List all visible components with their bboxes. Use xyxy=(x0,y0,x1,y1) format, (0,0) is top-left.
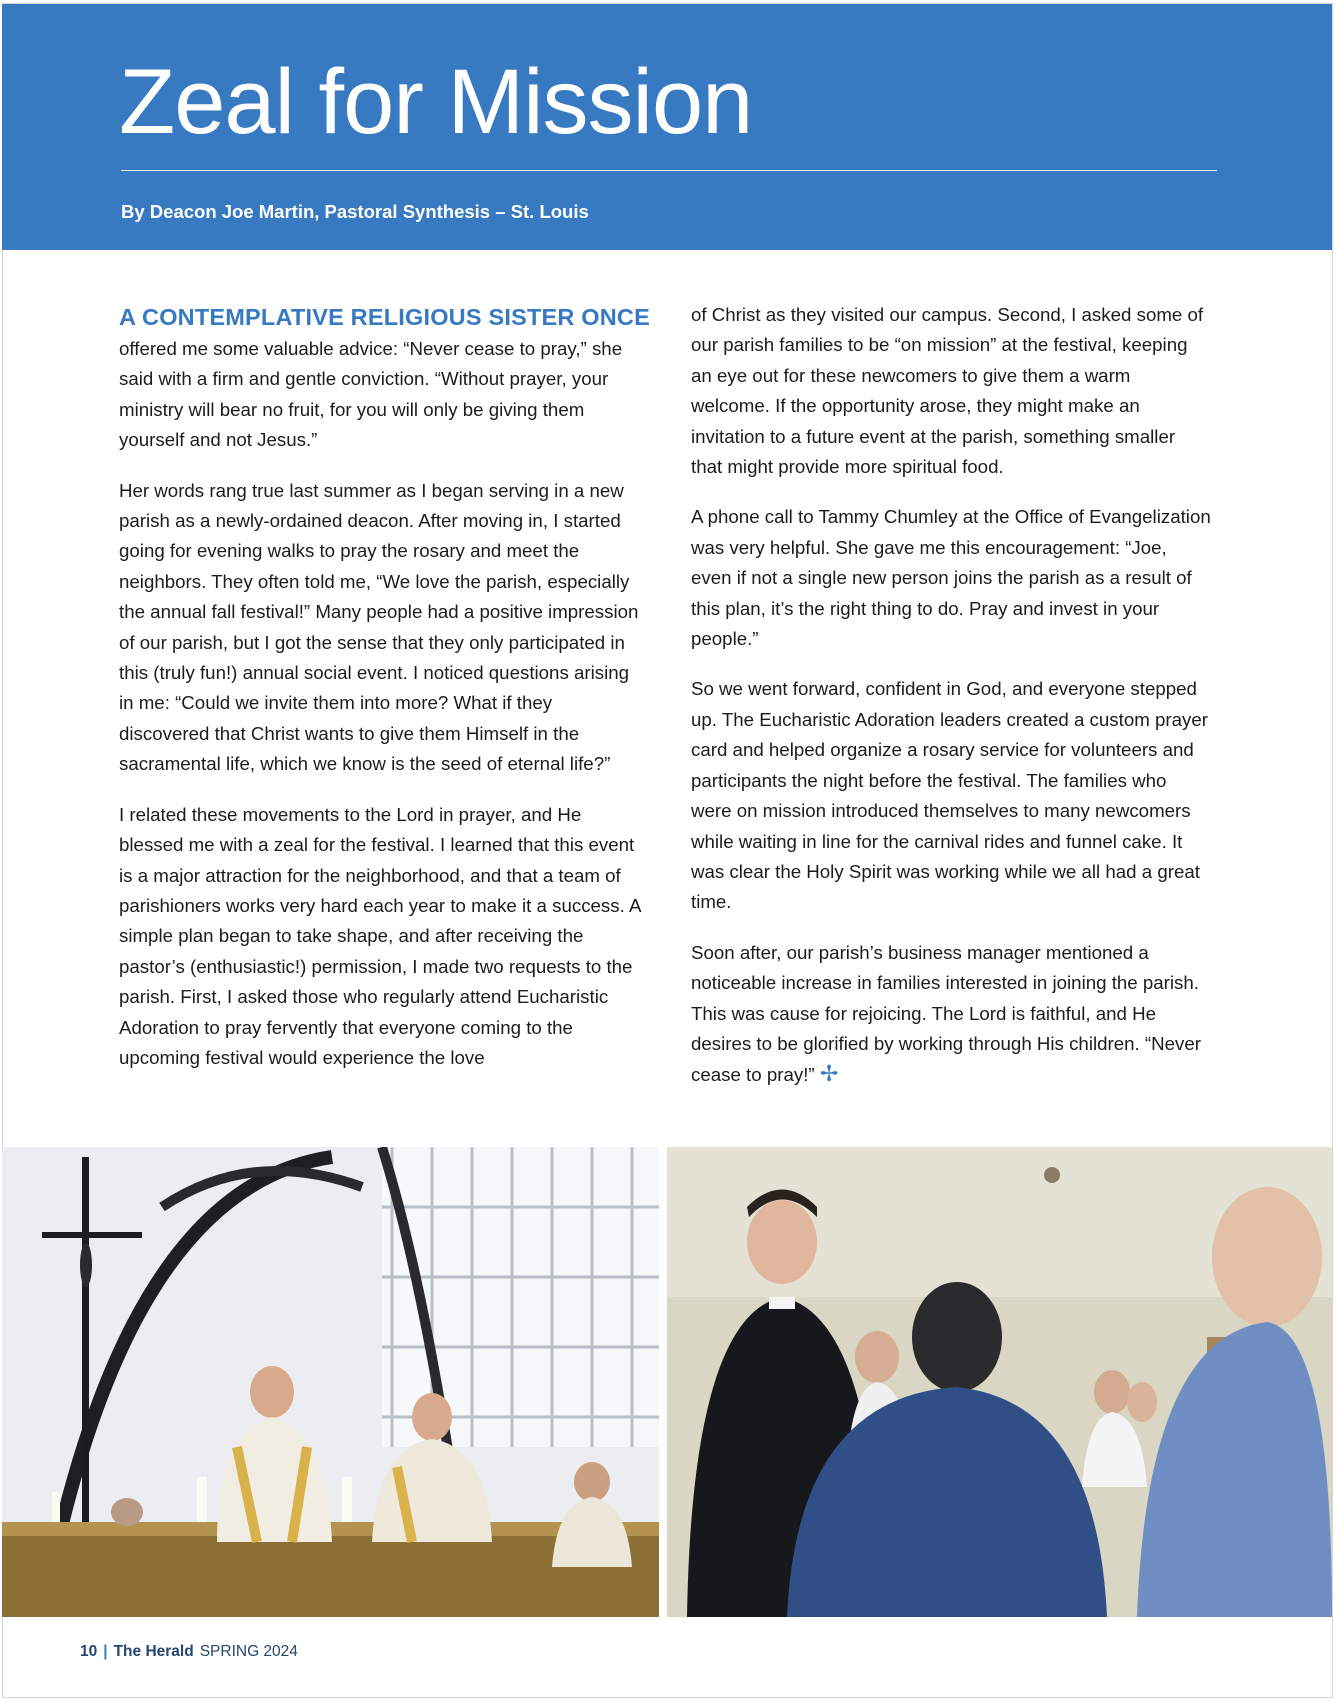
cross-icon: ✢ xyxy=(819,1061,839,1087)
title-banner xyxy=(2,4,1332,250)
body-paragraph: of Christ as they visited our campus. Second, I asked some of our parish families to be “on mission” at the festival, keeping an eye out for these newcomers to give them a warm welcome. If the opportunity arose, they might make an invitation to a future event at the parish, something smaller that might provide more spiritual food. xyxy=(691,304,1204,478)
magazine-name: The Herald xyxy=(113,1643,194,1660)
closing-paragraph xyxy=(691,938,1211,1091)
body-paragraph: offered me some valuable advice: “Never cease to pray,” she said with a firm and gentle conviction. “Without prayer, your ministry will bear no fruit, for you will only be giving them yourself and not Jesus.” xyxy=(119,338,623,451)
gathering-photo-illustration xyxy=(667,1147,1332,1617)
article-column-left xyxy=(119,300,650,1093)
article-byline: By Deacon Joe Martin, Pastoral Synthesis – St. Louis xyxy=(121,201,589,222)
body-paragraph: Her words rang true last summer as I began serving in a new parish as a newly-ordained deacon. After moving in, I started going for evening walks to pray the rosary and meet the neighbors. They often told me, “We love the parish, especially the annual fall festival!” Many people had a positive impression of our parish, but I got the sense that they only participated in this (truly fun!) annual social event. I noticed questions arising in me: “Could we invite them into more? What if they discovered that Christ wants to give them Himself in the sacramental life, which we know is the seed of eternal life?” xyxy=(119,479,639,775)
article-column-right xyxy=(691,300,1211,1111)
body-paragraph: A phone call to Tammy Chumley at the Office of Evangelization was very helpful. She gave me this encouragement: “Joe, even if not a single new person joins the parish as a result of this plan, it’s the right thing to do. Pray and invest in your people.” xyxy=(691,506,1211,650)
photo-fellowship-gathering xyxy=(667,1147,1332,1617)
lead-in-caps: A CONTEMPLATIVE RELIGIOUS SISTER ONCE xyxy=(119,304,650,330)
photo-altar-mass xyxy=(2,1147,659,1617)
footer-separator: | xyxy=(103,1643,108,1660)
page-number: 10 xyxy=(80,1643,98,1660)
article-title: Zeal for Mission xyxy=(119,51,753,153)
altar-photo-illustration xyxy=(2,1147,659,1617)
body-paragraph: So we went forward, confident in God, and everyone stepped up. The Eucharistic Adoration leaders created a custom prayer card and helped organize a rosary service for volunteers and participants the night before the festival. The families who were on mission introduced themselves to many newcomers while waiting in line for the carnival rides and funnel cake. It was clear the Holy Spirit was working while we all had a great time. xyxy=(691,678,1208,913)
page-footer xyxy=(80,1643,298,1661)
body-paragraph: I related these movements to the Lord in prayer, and He blessed me with a zeal for the festival. I learned that this event is a major attraction for the neighborhood, and that a team of parishioners works very hard each year to make it a success. A simple plan began to take shape, and after receiving the pastor’s (enthusiastic!) permission, I made two requests to the parish. First, I asked those who regularly attend Eucharistic Adoration to pray fervently that everyone coming to the upcoming festival would experience the love xyxy=(119,803,641,1068)
issue-label: SPRING 2024 xyxy=(199,1643,298,1660)
title-divider xyxy=(121,170,1217,171)
closing-text: Soon after, our parish’s business manager mentioned a noticeable increase in families interested in joining the parish. This was cause for rejoicing. The Lord is faithful, and He desires to be glorified by working through His children. “Never cease to pray!” xyxy=(691,941,1201,1086)
